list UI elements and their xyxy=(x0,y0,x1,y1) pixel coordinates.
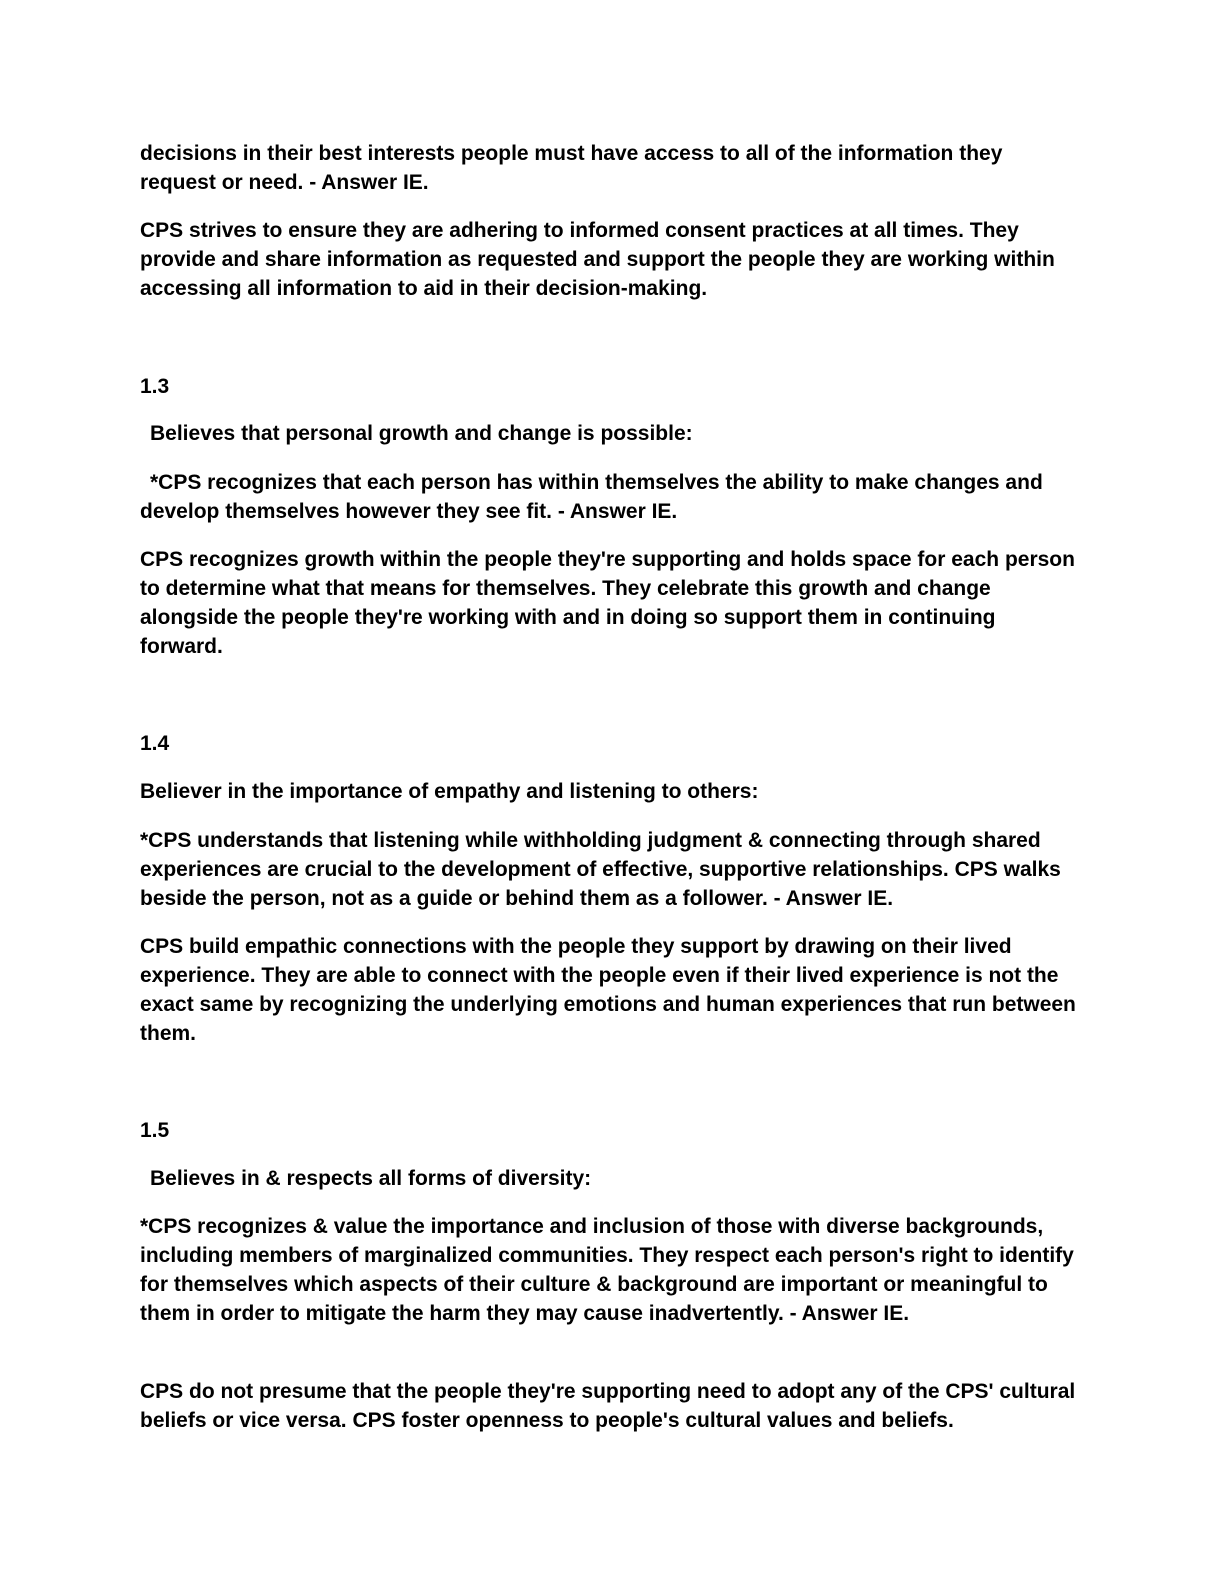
answer-paragraph: *CPS recognizes & value the importance and inclusion of those with diverse backgrounds, including members of marginalized communities. They respect each person's right to identify for themselves which aspects of their culture & background are important or meaningful to them in order to mitigate the harm they may cause inadvertently. - Answer IE. xyxy=(140,1215,1074,1325)
explanation-paragraph: CPS do not presume that the people they're supporting need to adopt any of the CPS' cultural beliefs or vice versa. CPS foster openness to people's cultural values and beliefs. xyxy=(140,1380,1076,1432)
section-heading: Believer in the importance of empathy and listening to others: xyxy=(140,780,759,803)
section-number: 1.3 xyxy=(140,375,170,398)
explanation-paragraph: CPS strives to ensure they are adhering to informed consent practices at all times. They provide and share information as requested and support the people they are working within accessing all information to aid in their decision-making. xyxy=(140,219,1055,300)
section-heading: Believes that personal growth and change is possible: xyxy=(150,422,693,445)
explanation-paragraph: CPS build empathic connections with the people they support by drawing on their lived experience. They are able to connect with the people even if their lived experience is not the exact same by recognizing the underlying emotions and human experiences that run between them. xyxy=(140,935,1076,1045)
answer-paragraph: decisions in their best interests people must have access to all of the information they request or need. - Answer IE. xyxy=(140,142,1003,194)
explanation-paragraph: CPS recognizes growth within the people they're supporting and holds space for each person to determine what that means for themselves. They celebrate this growth and change alongside the people they're working with and in doing so support them in continuing forward. xyxy=(140,548,1075,658)
section-number: 1.4 xyxy=(140,732,170,755)
answer-paragraph: *CPS recognizes that each person has within themselves the ability to make changes and develop themselves however they see fit. - Answer IE. xyxy=(140,471,1043,523)
section-number: 1.5 xyxy=(140,1119,170,1142)
section-heading: Believes in & respects all forms of diversity: xyxy=(150,1167,592,1190)
answer-paragraph: *CPS understands that listening while withholding judgment & connecting through shared experiences are crucial to the development of effective, supportive relationships. CPS walks beside the person, not as a guide or behind them as a follower. - Answer IE. xyxy=(140,829,1061,910)
